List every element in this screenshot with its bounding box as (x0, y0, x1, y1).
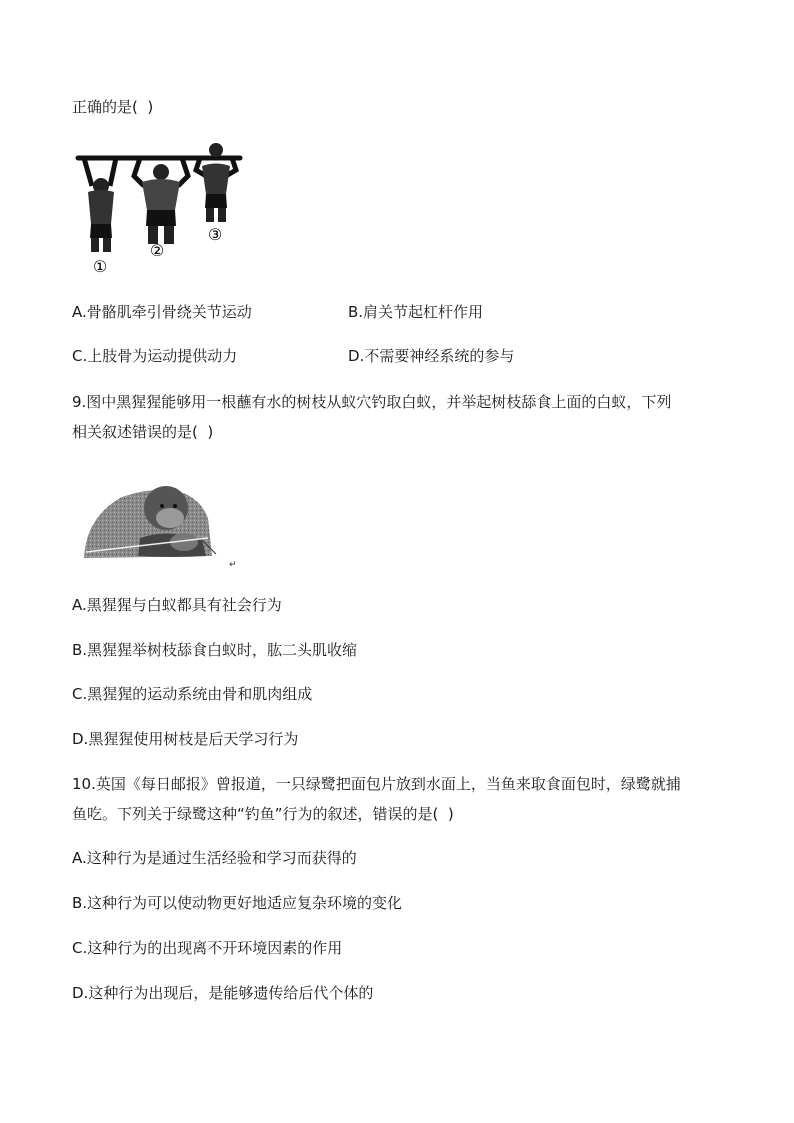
q9-option-c: C.黑猩猩的运动系统由骨和肌肉组成 (72, 685, 313, 703)
figure-label-3: ③ (207, 225, 223, 244)
q8-option-a: A.骨骼肌牵引骨绕关节运动 (72, 303, 252, 321)
figure-2 (134, 158, 188, 244)
q8-option-d: D.不需要神经系统的参与 (348, 347, 515, 365)
q8-option-b: B.肩关节起杠杆作用 (348, 303, 484, 321)
q10-option-b: B.这种行为可以使动物更好地适应复杂环境的变化 (72, 894, 403, 912)
q9-option-d: D.黑猩猩使用树枝是后天学习行为 (72, 730, 299, 748)
chimpanzee-photo (80, 478, 230, 564)
question-stem-continuation: 正确的是( ) (72, 98, 154, 116)
q9-stem-line-2: 相关叙述错误的是( ) (72, 423, 214, 441)
figure-1 (84, 158, 116, 252)
q10-stem-line-1: 10.英国《每日邮报》曾报道，一只绿鹭把面包片放到水面上，当鱼来取食面包时，绿鹭就捕 (72, 775, 681, 793)
q9-option-a: A.黑猩猩与白蚁都具有社会行为 (72, 596, 282, 614)
figure-label-2: ② (149, 241, 165, 260)
paragraph-mark: ↵ (229, 560, 237, 570)
q8-option-c: C.上肢骨为运动提供动力 (72, 347, 238, 365)
q10-option-a: A.这种行为是通过生活经验和学习而获得的 (72, 849, 357, 867)
pull-up-figure (74, 142, 256, 280)
q9-option-b: B.黑猩猩举树枝舔食白蚁时，肱二头肌收缩 (72, 641, 358, 659)
q10-option-c: C.这种行为的出现离不开环境因素的作用 (72, 939, 343, 957)
q9-stem-line-1: 9.图中黑猩猩能够用一根蘸有水的树枝从蚁穴钓取白蚁，并举起树枝舔食上面的白蚁，下列 (72, 393, 672, 411)
figure-label-1: ① (92, 257, 108, 276)
q10-option-d: D.这种行为出现后，是能够遗传给后代个体的 (72, 984, 374, 1002)
q10-stem-line-2: 鱼吃。下列关于绿鹭这种“钓鱼”行为的叙述，错误的是( ) (72, 805, 454, 823)
figure-3 (196, 143, 236, 222)
